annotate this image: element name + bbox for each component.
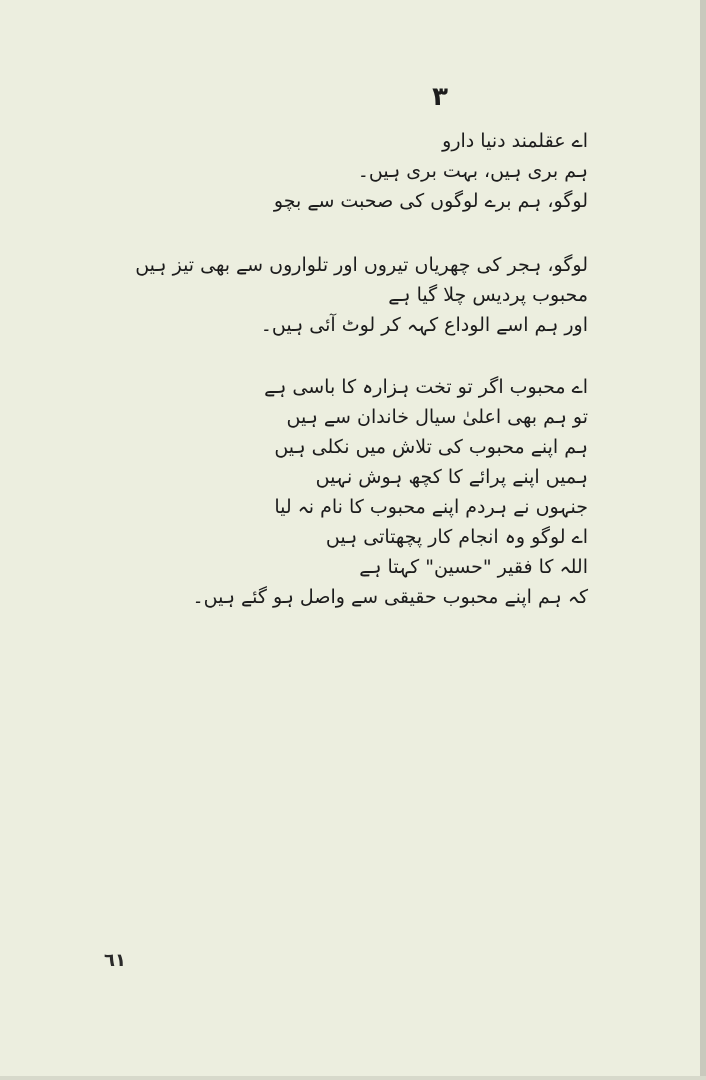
stanza-line: محبوب پردیس چلا گیا ہے bbox=[388, 284, 588, 306]
stanza-line: تو ہم بھی اعلیٰ سیال خاندان سے ہیں bbox=[286, 406, 588, 428]
bottom-page-number: ٦١ bbox=[104, 950, 126, 971]
stanza-line: اے لوگو وہ انجام کار پچھتاتی ہیں bbox=[325, 526, 588, 548]
stanza-line: لوگو، ہجر کی چھریاں تیروں اور تلواروں سے بھی تیز ہیں bbox=[135, 254, 588, 276]
page-edge-right bbox=[700, 0, 706, 1080]
stanza-line: ہم اپنے محبوب کی تلاش میں نکلی ہیں bbox=[274, 436, 588, 458]
stanza-line: اے محبوب اگر تو تخت ہزارہ کا باسی ہے bbox=[264, 376, 588, 398]
stanza-line: لوگو، ہم برے لوگوں کی صحبت سے بچو bbox=[273, 190, 588, 212]
stanza-line: کہ ہم اپنے محبوب حقیقی سے واصل ہو گئے ہیں۔ bbox=[192, 586, 588, 608]
stanza-2 bbox=[135, 250, 588, 340]
stanza-1 bbox=[274, 126, 588, 216]
stanza-line: ہم بری ہیں، بہت بری ہیں۔ bbox=[357, 160, 588, 182]
stanza-3 bbox=[192, 372, 588, 612]
stanza-line: جنہوں نے ہردم اپنے محبوب کا نام نہ لیا bbox=[274, 496, 588, 518]
stanza-line: ہمیں اپنے پرائے کا کچھ ہوش نہیں bbox=[315, 466, 588, 488]
page-edge-bottom bbox=[0, 1076, 706, 1080]
stanza-line: اللہ کا فقیر "حسین" کہتا ہے bbox=[359, 556, 588, 578]
top-page-number: ۳ bbox=[432, 82, 448, 112]
stanza-line: اور ہم اسے الوداع کہہ کر لوٹ آئی ہیں۔ bbox=[260, 314, 588, 336]
stanza-line: اے عقلمند دنیا دارو bbox=[442, 130, 588, 152]
